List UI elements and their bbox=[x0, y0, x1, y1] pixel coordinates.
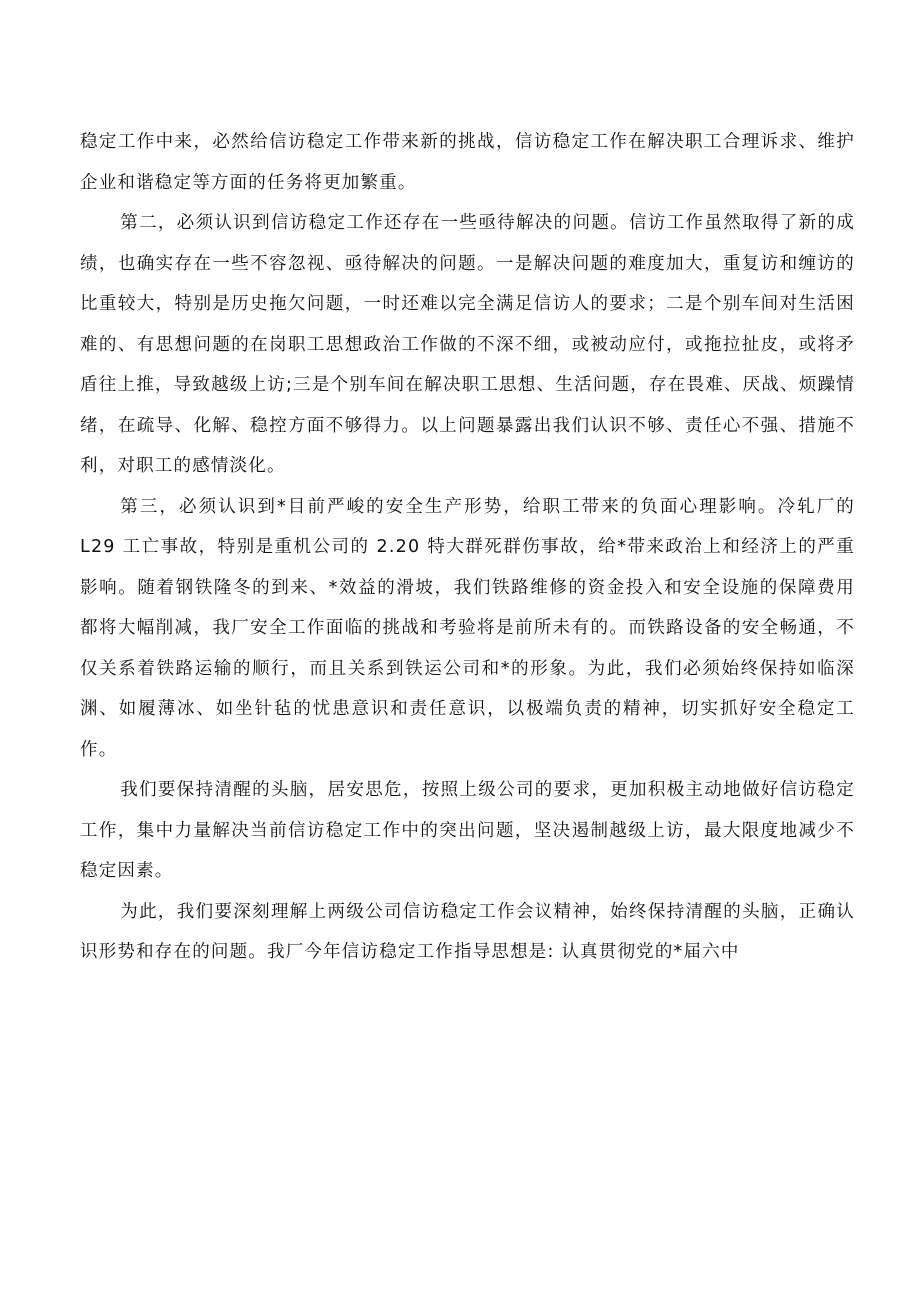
paragraph-4: 我们要保持清醒的头脑，居安思危，按照上级公司的要求，更加积极主动地做好信访稳定工作，集中力量解决当前信访稳定工作中的突出问题，坚决遏制越级上访，最大限度地减少不稳定因素。 bbox=[80, 780, 855, 881]
paragraph-2: 第二，必须认识到信访稳定工作还存在一些亟待解决的问题。信访工作虽然取得了新的成绩，也确实存在一些不容忽视、亟待解决的问题。一是解决问题的难度加大，重复访和缠访的比重较大，特别是历史拖欠问题，一时还难以完全满足信访人的要求；二是个别车间对生活困难的、有思想问题的在岗职工思想政治工作做的不深不细，或被动应付，或拖拉扯皮，或将矛盾往上推，导致越级上访;三是个别车间在解决职工思想、生活问题，存在畏难、厌战、烦躁情绪，在疏导、化解、稳控方面不够得力。以上问题暴露出我们认识不够、责任心不强、措施不利，对职工的感情淡化。 bbox=[80, 213, 855, 476]
paragraph-3: 第三，必须认识到*目前严峻的安全生产形势，给职工带来的负面心理影响。冷轧厂的 L29 工亡事故，特别是重机公司的 2.20 特大群死群伤事故，给*带来政治上和经济上的严重影响。随着钢铁隆冬的到来、*效益的滑坡，我们铁路维修的资金投入和安全设施的保障费用都将大幅削减，我厂安全工作面临的挑战和考验将是前所未有的。而铁路设备的安全畅通，不仅关系着铁路运输的顺行，而且关系到铁运公司和*的形象。为此，我们必须始终保持如临深渊、如履薄冰、如坐针毡的忧患意识和责任意识，以极端负责的精神，切实抓好安全稳定工作。 bbox=[80, 496, 855, 760]
paragraph-1: 稳定工作中来，必然给信访稳定工作带来新的挑战，信访稳定工作在解决职工合理诉求、维护企业和谐稳定等方面的任务将更加繁重。 bbox=[80, 132, 855, 193]
document-body bbox=[80, 122, 855, 973]
paragraph-5: 为此，我们要深刻理解上两级公司信访稳定工作会议精神，始终保持清醒的头脑，正确认识形势和存在的问题。我厂今年信访稳定工作指导思想是: 认真贯彻党的*届六中 bbox=[80, 901, 855, 962]
